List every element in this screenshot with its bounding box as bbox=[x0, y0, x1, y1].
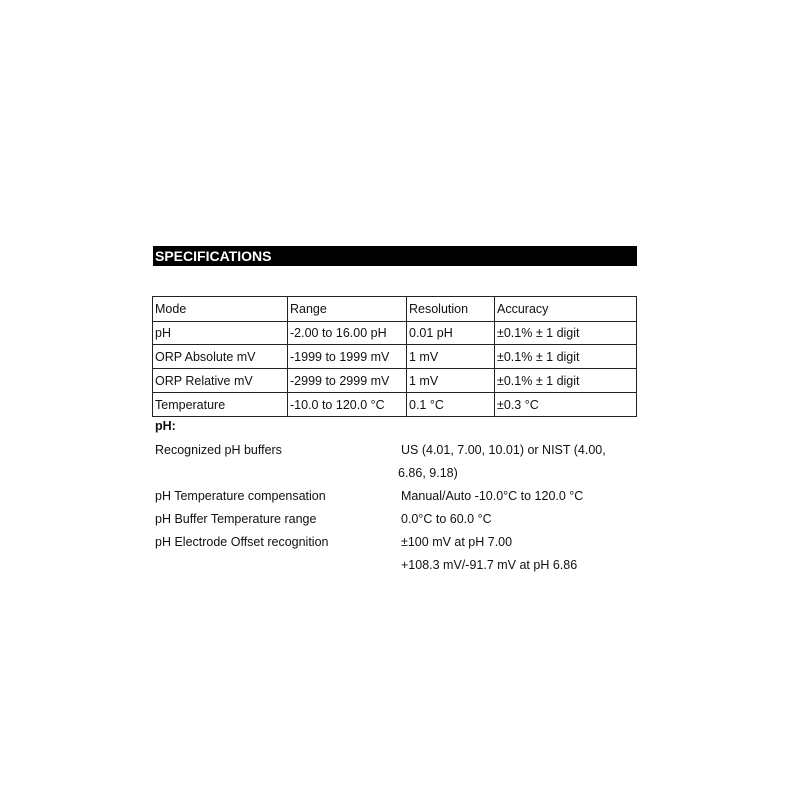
table-row bbox=[153, 345, 637, 369]
spec-value-electrode-offset-line2: +108.3 mV/-91.7 mV at pH 6.86 bbox=[401, 558, 578, 572]
table-row bbox=[153, 369, 637, 393]
table-cell: 1 mV bbox=[407, 345, 495, 369]
column-header-mode: Mode bbox=[153, 297, 288, 322]
column-header-range: Range bbox=[288, 297, 407, 322]
spec-label-buffer-temperature-range: pH Buffer Temperature range bbox=[155, 512, 317, 526]
spec-value-temperature-compensation: Manual/Auto -10.0°C to 120.0 °C bbox=[401, 489, 584, 503]
table-cell: ±0.3 °C bbox=[495, 393, 637, 417]
table-cell: Temperature bbox=[153, 393, 288, 417]
spec-value-recognized-buffers-line1: US (4.01, 7.00, 10.01) or NIST (4.00, bbox=[401, 443, 606, 457]
table-cell: -1999 to 1999 mV bbox=[288, 345, 407, 369]
table-cell: 0.1 °C bbox=[407, 393, 495, 417]
spec-label-temperature-compensation: pH Temperature compensation bbox=[155, 489, 326, 503]
spec-value-electrode-offset-line1: ±100 mV at pH 7.00 bbox=[401, 535, 513, 549]
ph-section-title: pH: bbox=[155, 419, 176, 433]
table-cell: ±0.1% ± 1 digit bbox=[495, 369, 637, 393]
column-header-resolution: Resolution bbox=[407, 297, 495, 322]
spec-label-electrode-offset: pH Electrode Offset recognition bbox=[155, 535, 329, 549]
table-cell: ORP Relative mV bbox=[153, 369, 288, 393]
table-row bbox=[153, 393, 637, 417]
specifications-heading: SPECIFICATIONS bbox=[153, 246, 637, 266]
table-cell: -10.0 to 120.0 °C bbox=[288, 393, 407, 417]
table-header-row bbox=[153, 297, 637, 322]
table-cell: -2999 to 2999 mV bbox=[288, 369, 407, 393]
table-cell: -2.00 to 16.00 pH bbox=[288, 322, 407, 345]
specifications-table bbox=[152, 296, 637, 417]
table-cell: ±0.1% ± 1 digit bbox=[495, 322, 637, 345]
spec-label-recognized-buffers: Recognized pH buffers bbox=[155, 443, 282, 457]
table-cell: pH bbox=[153, 322, 288, 345]
column-header-accuracy: Accuracy bbox=[495, 297, 637, 322]
table-cell: ORP Absolute mV bbox=[153, 345, 288, 369]
table-row bbox=[153, 322, 637, 345]
spec-value-buffer-temperature-range: 0.0°C to 60.0 °C bbox=[401, 512, 492, 526]
table-cell: 1 mV bbox=[407, 369, 495, 393]
spec-value-recognized-buffers-line2: 6.86, 9.18) bbox=[398, 466, 458, 480]
table-cell: ±0.1% ± 1 digit bbox=[495, 345, 637, 369]
table-cell: 0.01 pH bbox=[407, 322, 495, 345]
